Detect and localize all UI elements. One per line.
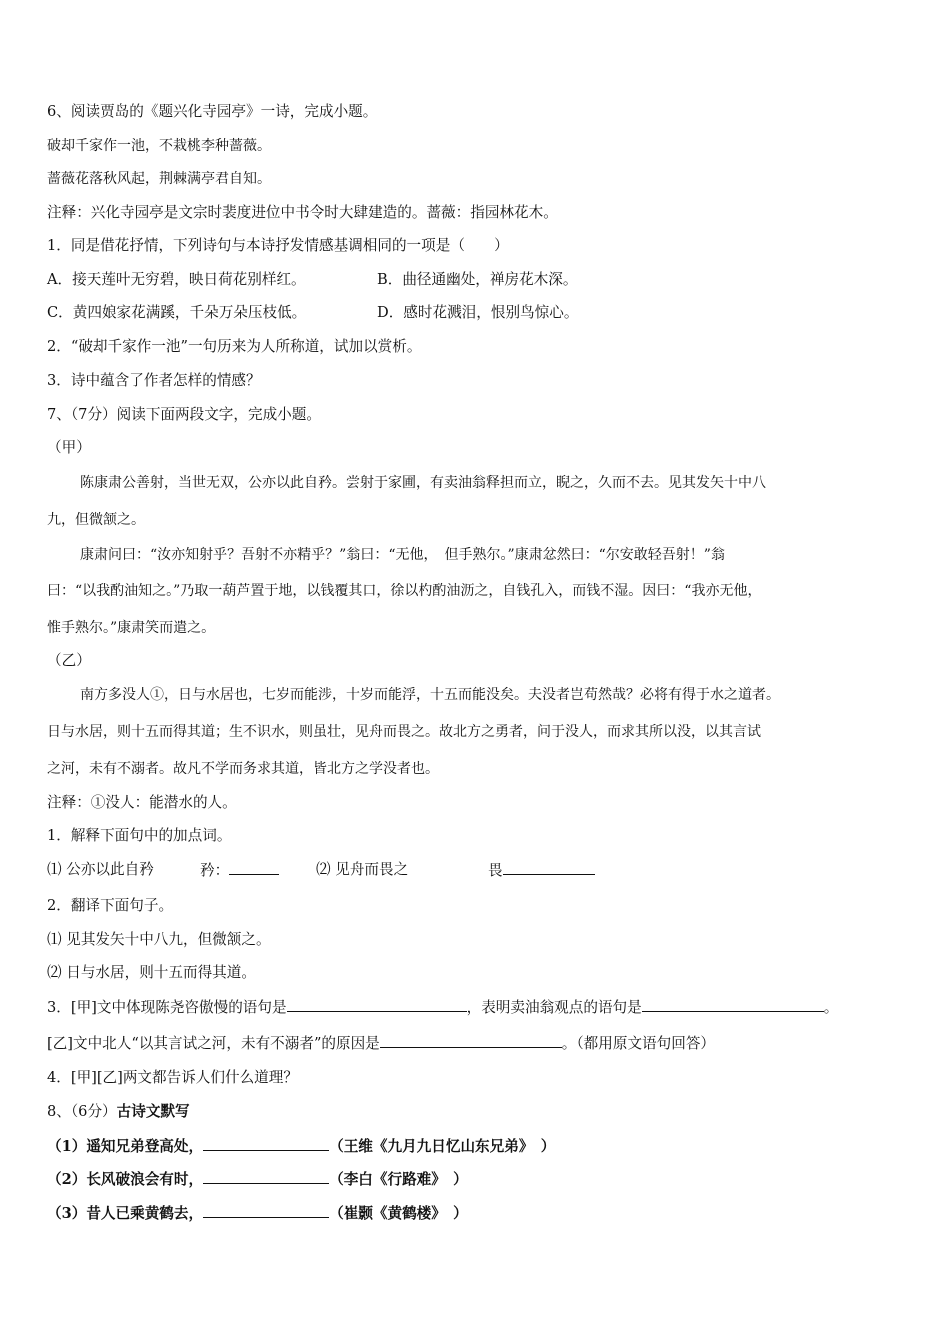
answer-blank[interactable]: [203, 1136, 329, 1151]
q7-sub3-line2-part-b: 。（都用原文语句回答）: [561, 1035, 716, 1052]
q7-yi-paragraph-line-3: 之河，未有不溺者。故凡不学而务求其道，皆北方之学没者也。: [47, 761, 439, 777]
q7-sub1-item-1-word: 矜：: [200, 862, 230, 879]
q8-item-2-source: （李白《行路难》 ）: [329, 1171, 468, 1188]
q6-option-a: A．接天莲叶无穷碧，映日荷花别样红。: [47, 271, 306, 288]
q7-yi-label: （乙）: [47, 652, 91, 669]
q7-jia-label: （甲）: [47, 439, 91, 456]
answer-blank[interactable]: [287, 997, 467, 1012]
q6-option-c: C．黄四娘家花满蹊，千朵万朵压枝低。: [47, 304, 307, 321]
q7-sub1-item-2-word: 畏: [488, 862, 503, 879]
answer-blank[interactable]: [503, 860, 595, 875]
answer-blank[interactable]: [229, 860, 279, 875]
q7-sub3-part-c: 。: [823, 999, 839, 1016]
q7-sub-question-3-line-2: [47, 1033, 715, 1054]
q7-sub1-item-1-answer: [200, 860, 279, 881]
q6-poem-line-1: 破却千家作一池，不栽桃李种蔷薇。: [47, 138, 271, 154]
q7-sub2-item-2: ⑵ 日与水居，则十五而得其道。: [47, 964, 256, 981]
q6-sub-question-2: 2．“破却千家作一池”一句历来为人所称道，试加以赏析。: [47, 338, 422, 355]
q6-title: 6、阅读贾岛的《题兴化寺园亭》一诗，完成小题。: [47, 103, 378, 120]
q7-sub3-part-a: 3．[甲]文中体现陈尧咨傲慢的语句是: [47, 999, 287, 1016]
q7-jia-paragraph-2-line-1: 康肃问曰：“汝亦知射乎？吾射不亦精乎？”翁曰：“无他， 但手熟尔。”康肃忿然曰：“尔安敢轻吾射！”翁: [80, 547, 725, 563]
q8-item-3: [47, 1203, 468, 1224]
q8-title-text: 古诗文默写: [116, 1103, 190, 1120]
q7-sub3-part-b: ，表明卖油翁观点的语句是: [466, 999, 642, 1016]
q6-sub-question-3: 3．诗中蕴含了作者怎样的情感？: [47, 372, 261, 389]
q6-option-d: D．感时花溅泪，恨别鸟惊心。: [377, 304, 579, 321]
q7-jia-paragraph-1-line-1: 陈康肃公善射，当世无双，公亦以此自矜。尝射于家圃，有卖油翁释担而立，睨之，久而不去。见其发矢十中八: [80, 475, 766, 491]
q8-item-2-prompt: （2）长风破浪会有时，: [47, 1171, 204, 1188]
q7-note: 注释：①没人：能潜水的人。: [47, 794, 237, 811]
q7-sub1-item-2: ⑵ 见舟而畏之: [316, 861, 409, 878]
q7-sub-question-4: 4．[甲][乙]两文都告诉人们什么道理？: [47, 1069, 298, 1086]
q7-jia-paragraph-1-line-2: 九，但微颔之。: [47, 512, 145, 528]
answer-blank[interactable]: [642, 997, 824, 1012]
q7-title: 7、（7分）阅读下面两段文字，完成小题。: [47, 406, 321, 423]
q8-title: [47, 1102, 190, 1122]
q7-sub-question-3: [47, 997, 838, 1018]
q7-jia-paragraph-2-line-3: 惟手熟尔。”康肃笑而遣之。: [47, 620, 216, 636]
q8-item-1: [47, 1136, 555, 1157]
q6-option-b: B．曲径通幽处，禅房花木深。: [377, 271, 578, 288]
q7-sub-question-2: 2．翻译下面句子。: [47, 897, 174, 914]
answer-blank[interactable]: [203, 1169, 329, 1184]
q7-yi-paragraph-line-1: 南方多没人①，日与水居也，七岁而能涉，十岁而能浮，十五而能没矣。夫没者岂苟然哉？必将有得于水之道者。: [80, 687, 780, 703]
q6-note: 注释：兴化寺园亭是文宗时裴度进位中书令时大肆建造的。蔷薇：指园林花木。: [47, 204, 558, 221]
q8-item-2: [47, 1169, 468, 1190]
q8-item-3-prompt: （3）昔人已乘黄鹤去，: [47, 1205, 204, 1222]
q6-sub-question-1: 1．同是借花抒情，下列诗句与本诗抒发情感基调相同的一项是（ ）: [47, 237, 509, 254]
q8-item-1-prompt: （1）遥知兄弟登高处，: [47, 1138, 204, 1155]
answer-blank[interactable]: [380, 1033, 562, 1048]
q7-yi-paragraph-line-2: 日与水居，则十五而得其道；生不识水，则虽壮，见舟而畏之。故北方之勇者，问于没人，而求其所以没，以其言试: [47, 724, 761, 740]
answer-blank[interactable]: [203, 1203, 329, 1218]
q7-sub3-line2-part-a: [乙]文中北人“以其言试之河，未有不溺者”的原因是: [47, 1035, 380, 1052]
q7-sub1-item-1: ⑴ 公亦以此自矜: [47, 861, 154, 878]
q7-jia-paragraph-2-line-2: 曰：“以我酌油知之。”乃取一葫芦置于地，以钱覆其口，徐以杓酌油沥之，自钱孔入，而钱不湿。因曰：“我亦无他，: [47, 583, 762, 599]
q7-sub-question-1: 1．解释下面句中的加点词。: [47, 827, 232, 844]
q8-item-3-source: （崔颢《黄鹤楼》 ）: [329, 1205, 468, 1222]
q7-sub1-item-2-answer: [488, 860, 595, 881]
q7-sub2-item-1: ⑴ 见其发矢十中八九，但微颔之。: [47, 931, 271, 948]
q8-title-number: 8、（6分）: [47, 1103, 117, 1120]
q8-item-1-source: （王维《九月九日忆山东兄弟》 ）: [329, 1138, 556, 1155]
q6-poem-line-2: 蔷薇花落秋风起，荆棘满亭君自知。: [47, 171, 271, 187]
